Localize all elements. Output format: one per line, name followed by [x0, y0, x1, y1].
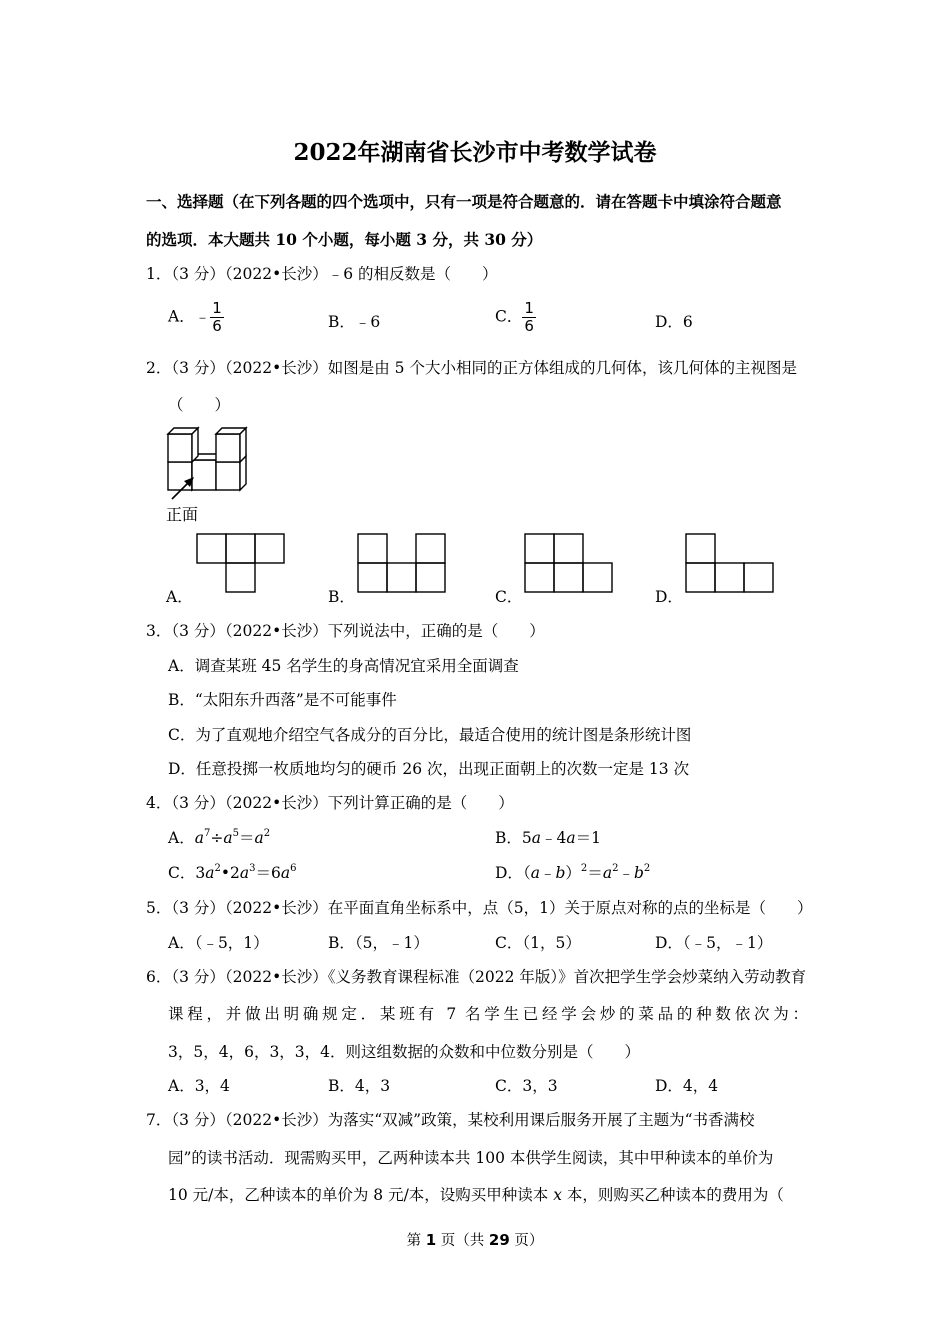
q2-option-d-label: D．: [655, 588, 683, 606]
question-7-line2: 园”的读书活动．现需购买甲，乙两种读本共 100 本供学生阅读，其中甲种读本的单价为: [168, 1149, 774, 1167]
q4-option-b: B．5a﹣4a＝1: [495, 829, 602, 847]
q5-option-b: B．（5，﹣1）: [328, 934, 429, 952]
page-footer: 第 1 页（共 29 页）: [406, 1231, 544, 1249]
q5-option-c: C．（1，5）: [495, 934, 581, 952]
q2-option-c-figure: [524, 533, 614, 593]
q1-a-fraction: $\frac{1}{6}$: [212, 299, 222, 335]
q4-option-a: A．$a^7\div a^5=a^2$: [168, 828, 271, 847]
question-2-paren: （ ）: [168, 396, 231, 414]
q4-option-d: D．$(a﹣b)^2=a^2﹣b^2$: [495, 863, 651, 882]
question-6-line2: 课程，并做出明确规定．某班有 7 名学生已经学会炒的菜品的种数依次为：: [168, 1005, 808, 1023]
q2-option-a-figure: [196, 533, 286, 593]
q3-option-a: A．调查某班 45 名学生的身高情况宜采用全面调查: [168, 657, 519, 675]
q3-option-c: C．为了直观地介绍空气各成分的百分比，最适合使用的统计图是条形统计图: [168, 726, 692, 744]
q3-option-d: D．任意投掷一枚质地均匀的硬币 26 次，出现正面朝上的次数一定是 13 次: [168, 760, 690, 778]
q6-option-c: C．3，3: [495, 1077, 558, 1095]
q1-option-b: B．﹣6: [328, 313, 381, 331]
question-5-stem: 5．（3 分）（2022•长沙）在平面直角坐标系中，点（5，1）关于原点对称的点的坐标是（ ）: [146, 899, 813, 917]
q1-c-fraction: $\frac{1}{6}$: [524, 299, 534, 335]
q6-option-d: D．4，4: [655, 1077, 719, 1095]
q6-option-b: B．4，3: [328, 1077, 391, 1095]
q4-option-c: C．$3a^2•2a^3=6a^6$: [168, 863, 297, 882]
q5-option-d: D．（﹣5，﹣1）: [655, 934, 773, 952]
q2-option-c-label: C．: [495, 588, 523, 606]
question-7-line3: 10 元/本，乙种读本的单价为 8 元/本，设购买甲种读本 x 本，则购买乙种读本的费用为（: [168, 1186, 784, 1204]
question-7-line1: 7．（3 分）（2022•长沙）为落实“双减”政策，某校利用课后服务开展了主题为“书香满校: [146, 1111, 755, 1129]
q2-option-b-label: B．: [328, 588, 355, 606]
cube-solid-figure: [164, 420, 254, 500]
section-heading-line1: 一、选择题（在下列各题的四个选项中，只有一项是符合题意的．请在答题卡中填涂符合题意: [146, 192, 782, 211]
page-title: 2022年湖南省长沙市中考数学试卷: [293, 139, 657, 166]
question-4-stem: 4．（3 分）（2022•长沙）下列计算正确的是（ ）: [146, 794, 514, 812]
section-heading-line2: 的选项．本大题共 10 个小题，每小题 3 分，共 30 分）: [146, 230, 543, 249]
q5-option-a: A．（﹣5，1）: [168, 934, 269, 952]
question-1-stem: 1．（3 分）（2022•长沙）﹣6 的相反数是（ ）: [146, 265, 498, 283]
question-6-line3: 3，5，4，6，3，3，4．则这组数据的众数和中位数分别是（ ）: [168, 1043, 641, 1061]
q2-option-b-figure: [357, 533, 447, 593]
question-6-line1: 6．（3 分）（2022•长沙）《义务教育课程标准（2022 年版）》首次把学生学会炒菜纳入劳动教育: [146, 968, 807, 986]
q6-option-a: A．3，4: [168, 1077, 230, 1095]
q2-option-a-label: A．: [166, 588, 193, 606]
q2-option-d-figure: [685, 533, 775, 593]
q1-option-c: C． $\frac{1}{6}$: [495, 299, 534, 335]
q1-option-d: D．6: [655, 313, 693, 331]
question-2-stem: 2．（3 分）（2022•长沙）如图是由 5 个大小相同的正方体组成的几何体，该几何体的主视图是: [146, 359, 797, 377]
front-view-label: 正面: [166, 505, 199, 524]
q3-option-b: B．“太阳东升西落”是不可能事件: [168, 691, 397, 709]
question-3-stem: 3．（3 分）（2022•长沙）下列说法中，正确的是（ ）: [146, 622, 545, 640]
q1-option-a: A．﹣ $\frac{1}{6}$: [168, 299, 222, 335]
